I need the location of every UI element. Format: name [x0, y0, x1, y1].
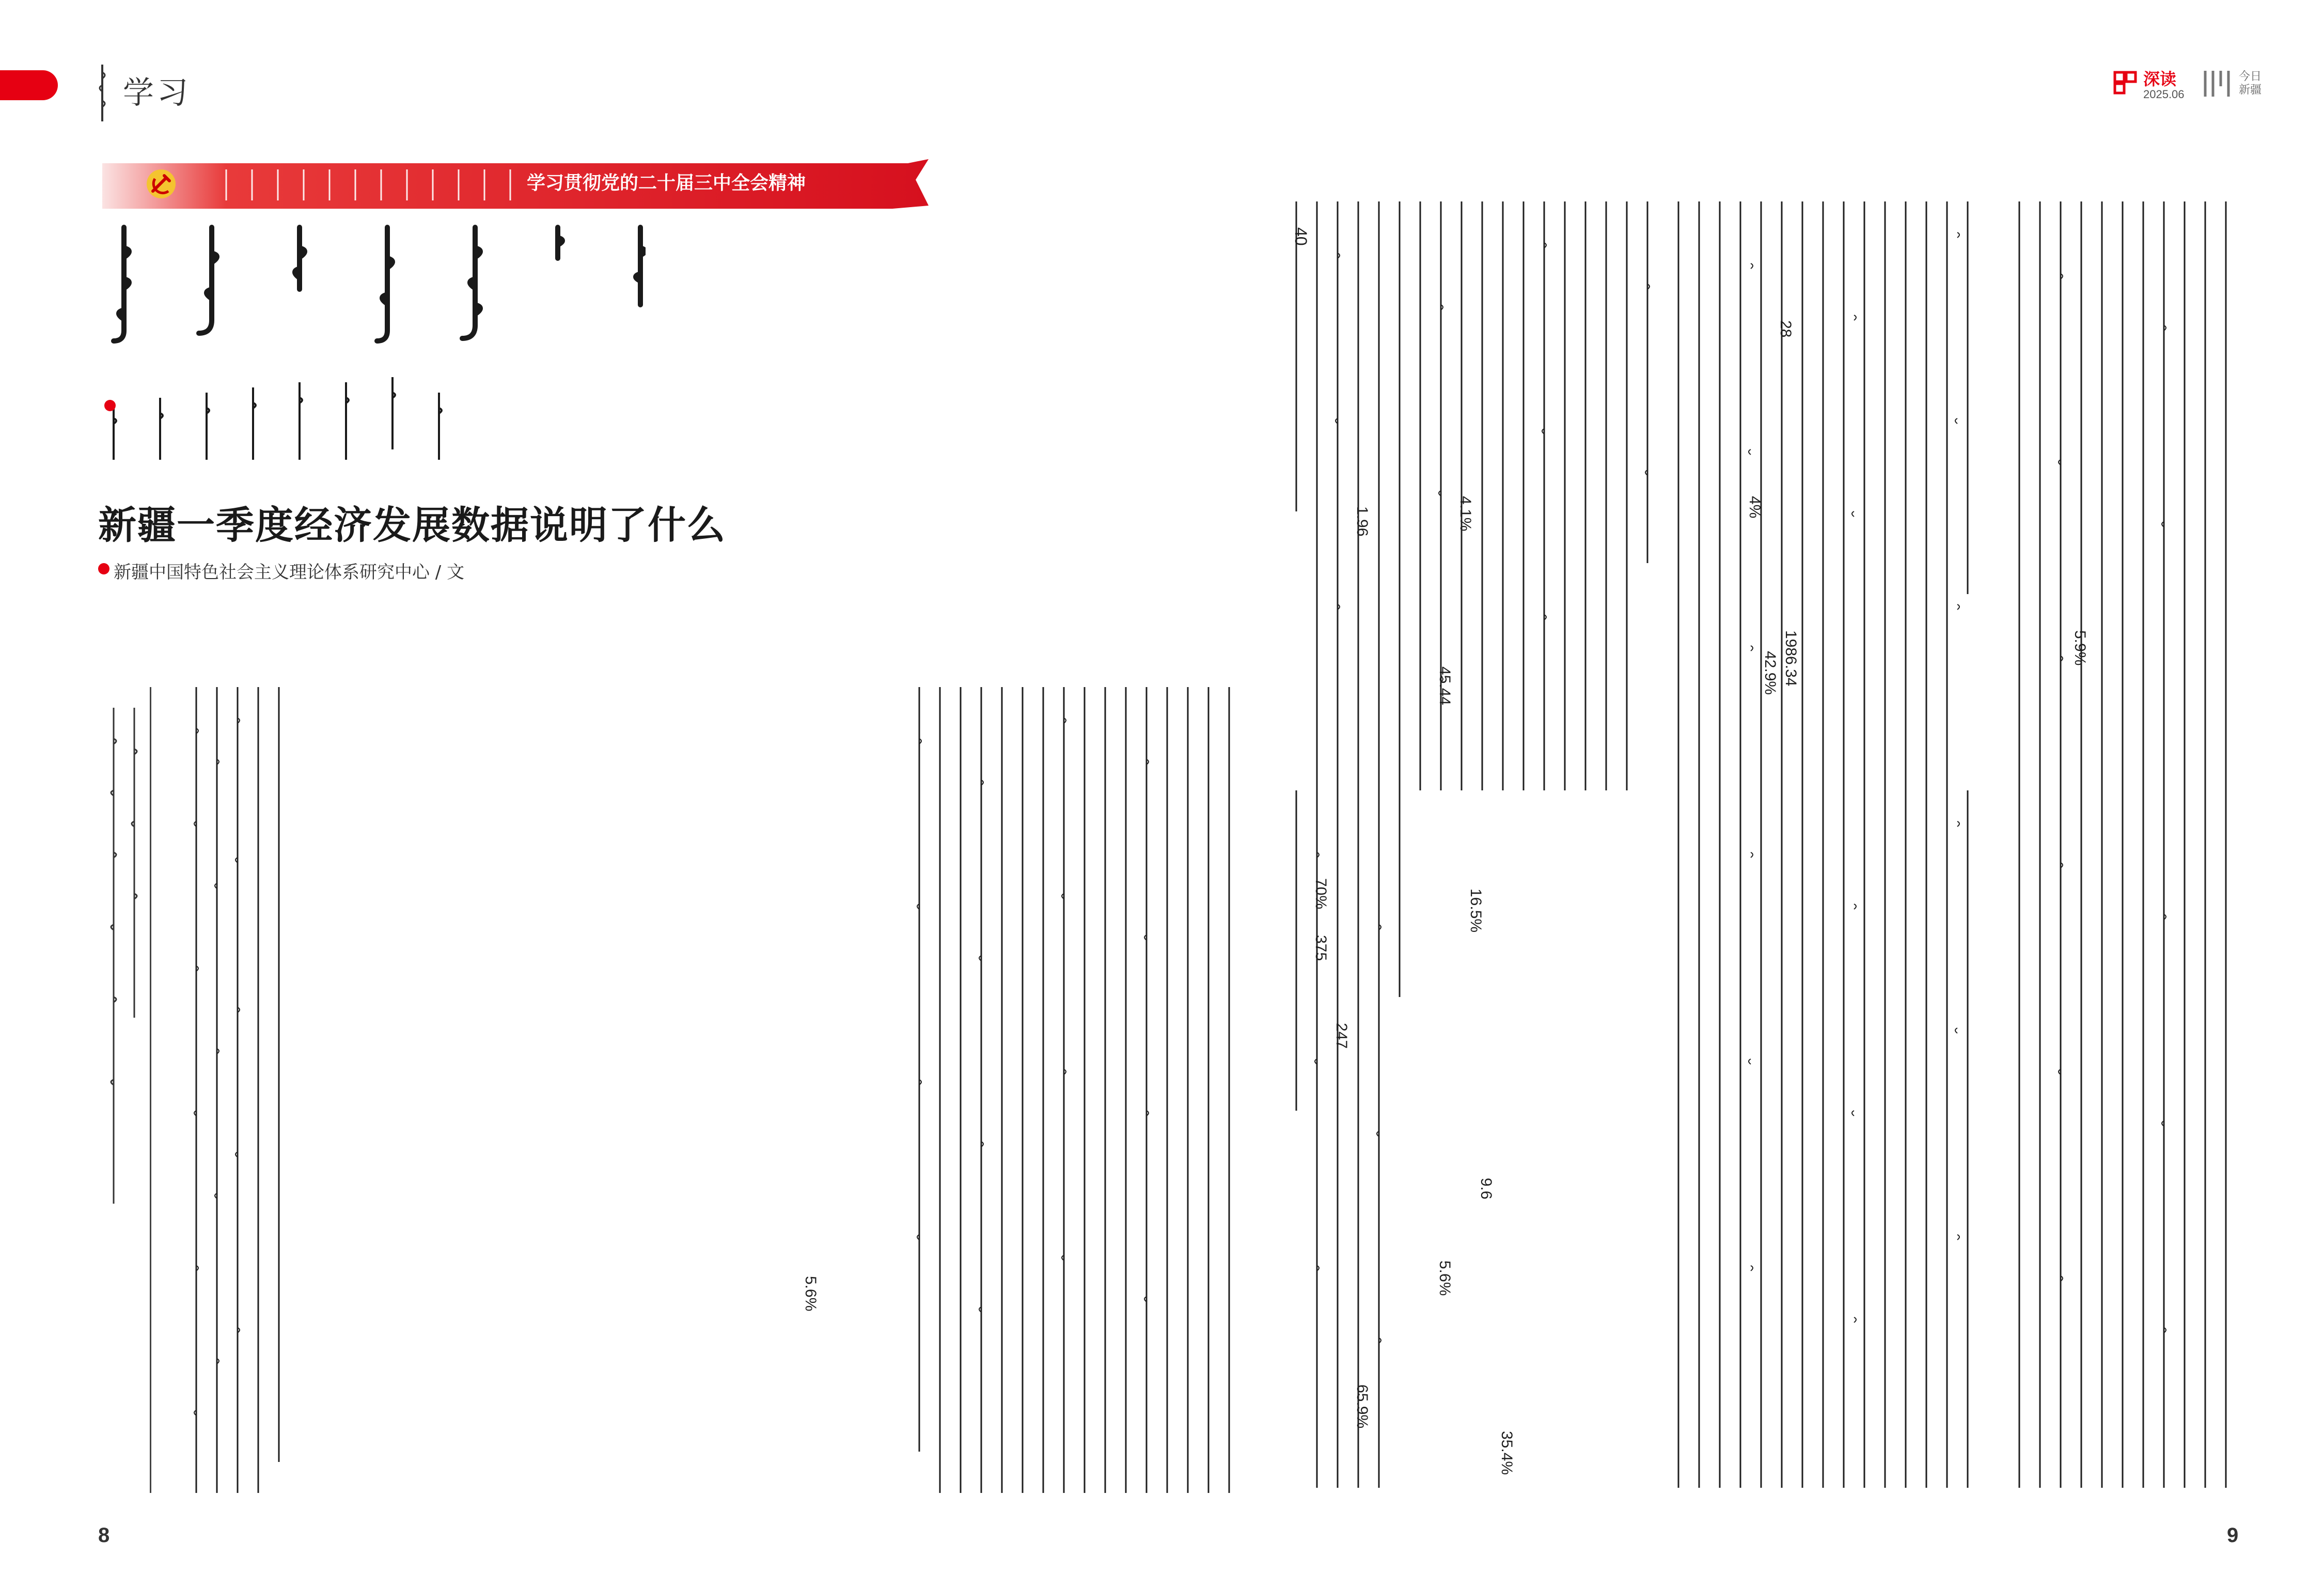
- logo-text: 深读: [2143, 69, 2177, 89]
- magazine-logo-icon: [2110, 67, 2141, 98]
- author-divider: [150, 687, 151, 1493]
- figure-70: 70%: [1312, 878, 1329, 910]
- banner-text: 学习贯彻党的二十届三中全会精神: [527, 173, 806, 194]
- mongolian-headline: [103, 217, 646, 351]
- figure-4: 4%: [1746, 496, 1763, 519]
- byline-dot: [98, 563, 109, 574]
- mongolian-section-label: [92, 62, 113, 124]
- figure-9-6: 9.6: [1478, 1178, 1495, 1200]
- figure-247: 247: [1333, 1023, 1350, 1049]
- left-body-text: [186, 687, 1239, 1493]
- figure-5-6b: 5.6%: [1436, 1260, 1453, 1296]
- figure-42-9: 42.9%: [1762, 651, 1779, 695]
- figure-375: 375: [1312, 935, 1329, 961]
- section-title: 学习: [123, 75, 191, 111]
- figure-4-1: 4.1%: [1457, 496, 1474, 532]
- mongolian-subtitle: [103, 362, 646, 465]
- figure-65-9: 65.9%: [1354, 1384, 1371, 1429]
- right-body-bottom: [1286, 790, 2247, 1488]
- figure-45-44: 45.44: [1436, 666, 1453, 706]
- red-dot: [104, 400, 116, 411]
- headline: 新疆一季度经济发展数据说明了什么: [98, 503, 726, 548]
- section-tab: [0, 70, 58, 100]
- figure-5-6: 5.6%: [802, 1276, 819, 1312]
- mongolian-author-note: [103, 687, 145, 1214]
- page-number-left: 8: [98, 1524, 110, 1547]
- figure-1-96: 1.96: [1354, 506, 1371, 537]
- figure-28: 28: [1777, 320, 1794, 338]
- figure-16-5: 16.5%: [1467, 889, 1484, 933]
- right-body-top: [1286, 201, 2247, 790]
- logo-date: 2025.06: [2143, 88, 2185, 101]
- logo-mark-text: 今日新疆: [2239, 70, 2262, 97]
- figure-35-4: 35.4%: [1498, 1431, 1515, 1475]
- figure-5-9: 5.9%: [2071, 630, 2089, 666]
- hammer-sickle-icon: [146, 168, 177, 199]
- page-number-right: 9: [2227, 1524, 2239, 1547]
- byline: 新疆中国特色社会主义理论体系研究中心 / 文: [114, 562, 465, 583]
- figure-1986: 1986.34: [1782, 630, 1799, 687]
- figure-40: 40: [1292, 227, 1310, 246]
